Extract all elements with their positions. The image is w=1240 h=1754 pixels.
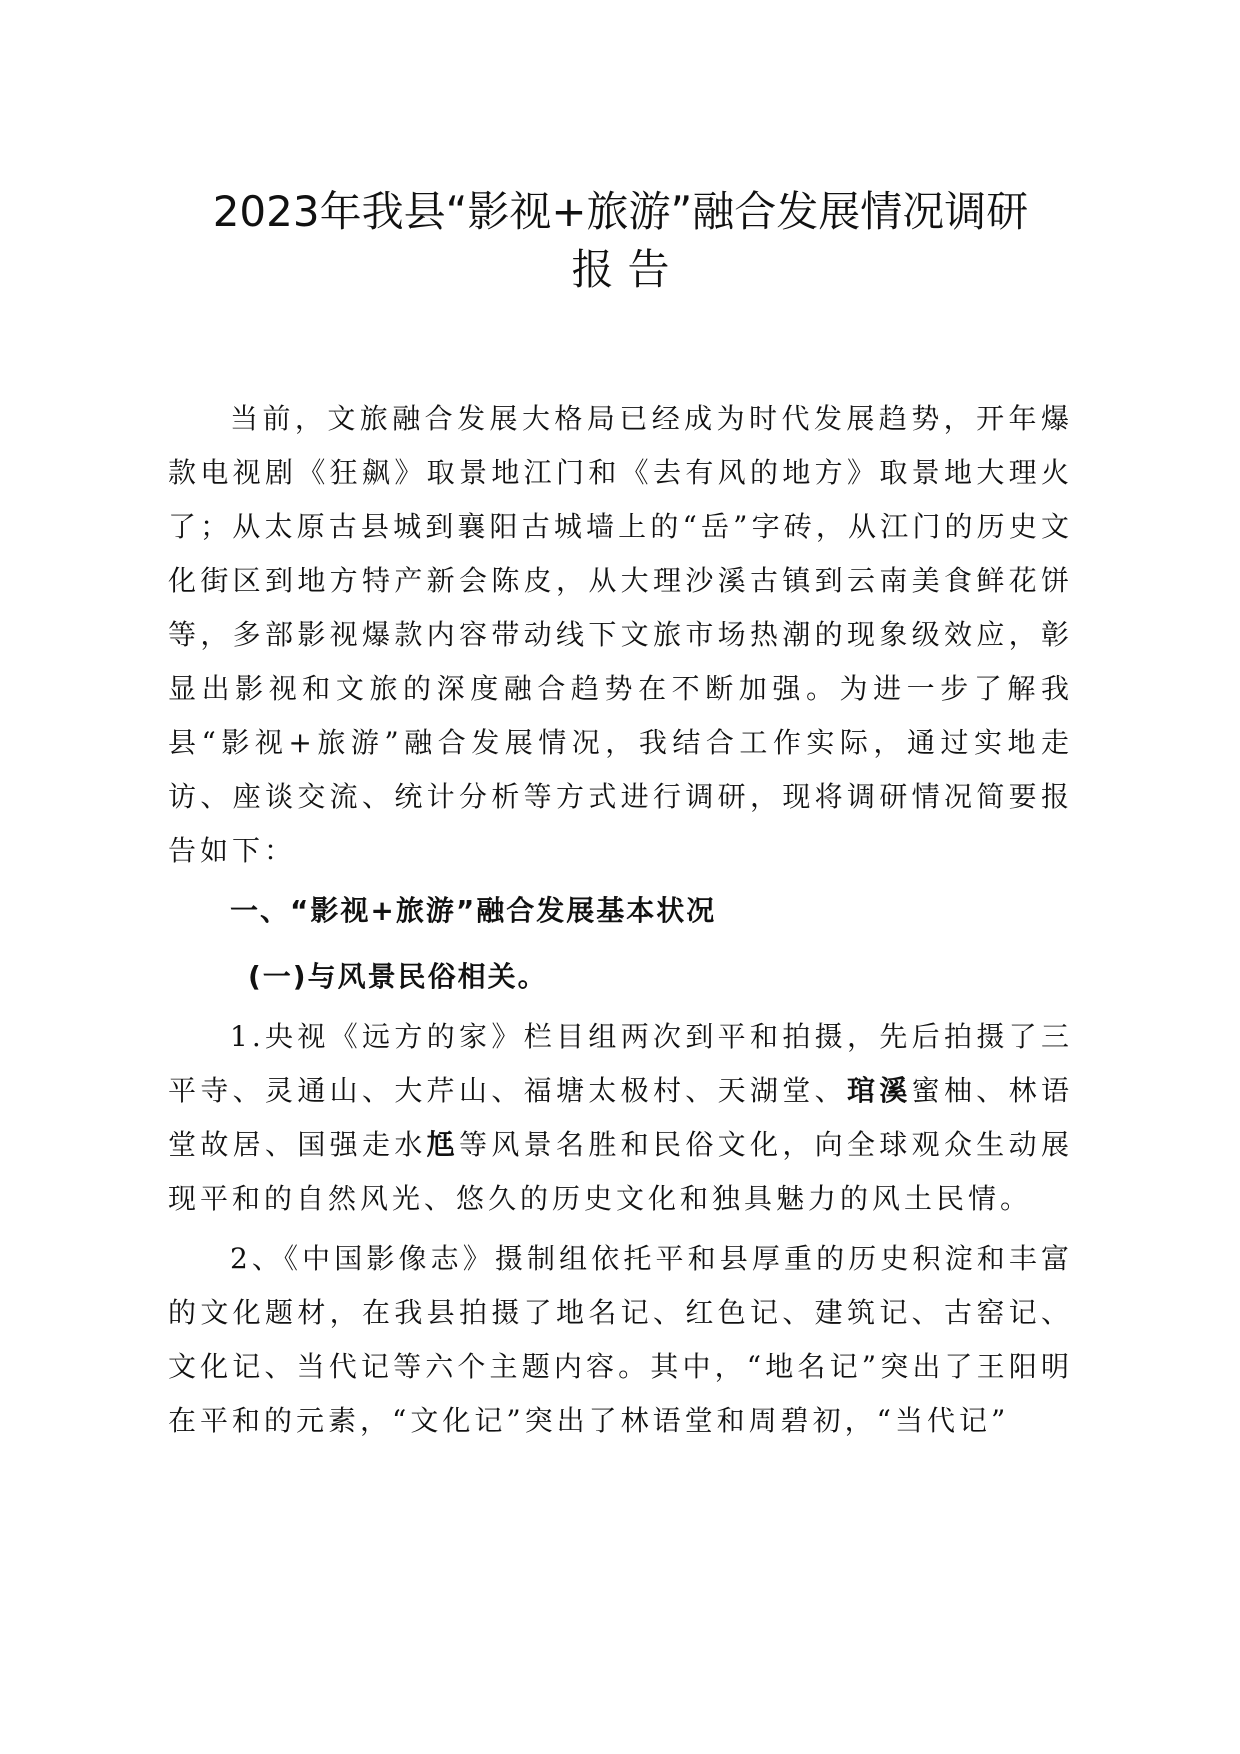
item-1-paragraph xyxy=(168,1010,1073,1226)
item-1-text-c: 等风景名胜和民俗文化，向全球观众生动展现平和的自然风光、悠久的历史文化和独具魅力的风土民情。 xyxy=(168,1128,1073,1215)
item-1-text-b: 蜜柚、林语堂故居、国强走水 xyxy=(168,1074,1073,1161)
report-title xyxy=(168,183,1073,299)
report-title-line-1: 2023年我县“影视+旅游”融合发展情况调研 xyxy=(212,187,1029,236)
item-2-paragraph: 2、《中国影像志》摄制组依托平和县厚重的历史积淀和丰富的文化题材，在我县拍摄了地名记、红色记、建筑记、古窑记、文化记、当代记等六个主题内容。其中，“地名记”突出了王阳明在平和的元素，“文化记”突出了林语堂和周碧初，“当代记” xyxy=(168,1242,1073,1437)
item-1-text-a: 1.央视《远方的家》栏目组两次到平和拍摄，先后拍摄了三平寺、灵通山、大芹山、福塘太极村、天湖堂、 xyxy=(168,1020,1073,1107)
report-title-line-2: 报告 xyxy=(571,245,684,294)
subsection-1-heading: (一)与风景民俗相关。 xyxy=(248,960,548,993)
item-1-bold-a: 琯溪 xyxy=(846,1074,912,1107)
report-body xyxy=(168,392,1073,1448)
document-page xyxy=(168,0,1073,1754)
item-1-bold-b: 尪 xyxy=(426,1128,459,1161)
intro-paragraph: 当前，文旅融合发展大格局已经成为时代发展趋势，开年爆款电视剧《狂飙》取景地江门和《去有风的地方》取景地大理火了；从太原古县城到襄阳古城墙上的“岳”字砖，从江门的历史文化街区到地方特产新会陈皮，从大理沙溪古镇到云南美食鲜花饼等，多部影视爆款内容带动线下文旅市场热潮的现象级效应，彰显出影视和文旅的深度融合趋势在不断加强。为进一步了解我县“影视+旅游”融合发展情况，我结合工作实际，通过实地走访、座谈交流、统计分析等方式进行调研，现将调研情况简要报告如下： xyxy=(168,402,1073,867)
section-1-heading: 一、“影视+旅游”融合发展基本状况 xyxy=(230,894,717,927)
